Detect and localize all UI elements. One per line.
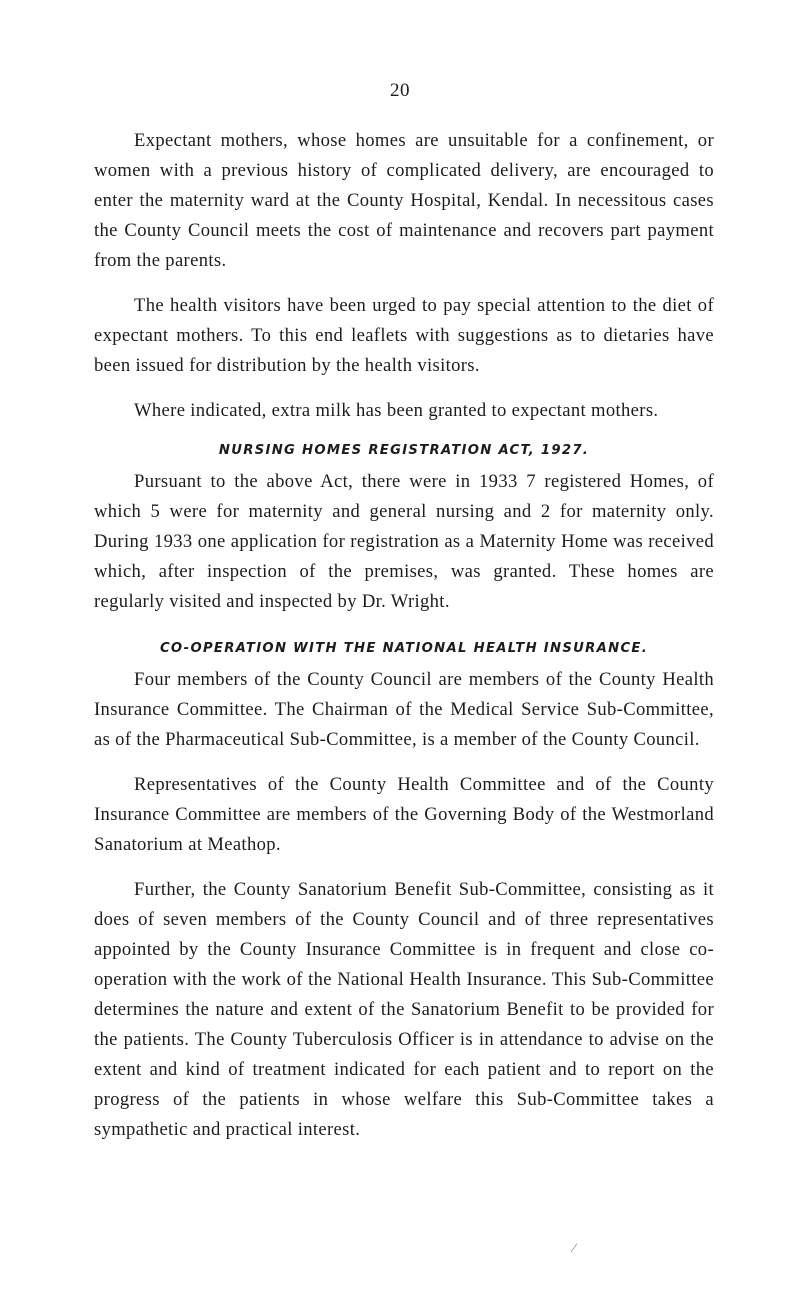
heading-cooperation: CO-OPERATION WITH THE NATIONAL HEALTH INSURANCE. — [159, 641, 649, 656]
paragraph-health-visitors: The health visitors have been urged to pay special attention to the diet of expectant mothers. To this end leaflets with suggestions as to dietaries have been issued for distribution by the health visitors. — [94, 295, 714, 376]
heading-nursing-homes: NURSING HOMES REGISTRATION ACT, 1927. — [218, 443, 590, 458]
paragraph-sanatorium-benefit: Further, the County Sanatorium Benefit Sub-Committee, consisting as it does of seven members of the County Council and of three representatives appointed by the County Insurance Committee is in frequent and close co-operation with the work of the National Health Insurance. This Sub-Committee determines the nature and extent of the Sanatorium Benefit to be provided for the patients. The County Tuberculosis Officer is in attendance to advise on the extent and kind of treatment indicated for each patient and to report on the progress of the patients in whose welfare this Sub-Committee takes a sympathetic and practical interest. — [94, 879, 714, 1140]
document-body — [94, 126, 714, 1160]
paragraph-extra-milk: Where indicated, extra milk has been granted to expectant mothers. — [134, 400, 659, 421]
page-number: 20 — [390, 80, 410, 101]
stray-mark: ⁄ — [573, 1240, 576, 1255]
paragraph-nursing-homes: Pursuant to the above Act, there were in 1933 7 registered Homes, of which 5 were for maternity and general nursing and 2 for maternity only. During 1933 one application for registration as a Maternity Home was received which, after inspection of the premises, was granted. These homes are regularly visited and inspected by Dr. Wright. — [94, 471, 714, 612]
paragraph-insurance-committee: Four members of the County Council are members of the County Health Insurance Committee. The Chairman of the Medical Service Sub-Committee, as of the Pharmaceutical Sub-Committee, is a member of the County Council. — [94, 669, 714, 750]
paragraph-representatives: Representatives of the County Health Committee and of the County Insurance Committee are members of the Governing Body of the Westmorland Sanatorium at Meathop. — [94, 774, 714, 855]
paragraph-expectant-mothers: Expectant mothers, whose homes are unsuitable for a confinement, or women with a previous history of complicated delivery, are encouraged to enter the maternity ward at the County Hospital, Kendal. In necessitous cases the County Council meets the cost of maintenance and recovers part payment from the parents. — [94, 130, 714, 271]
